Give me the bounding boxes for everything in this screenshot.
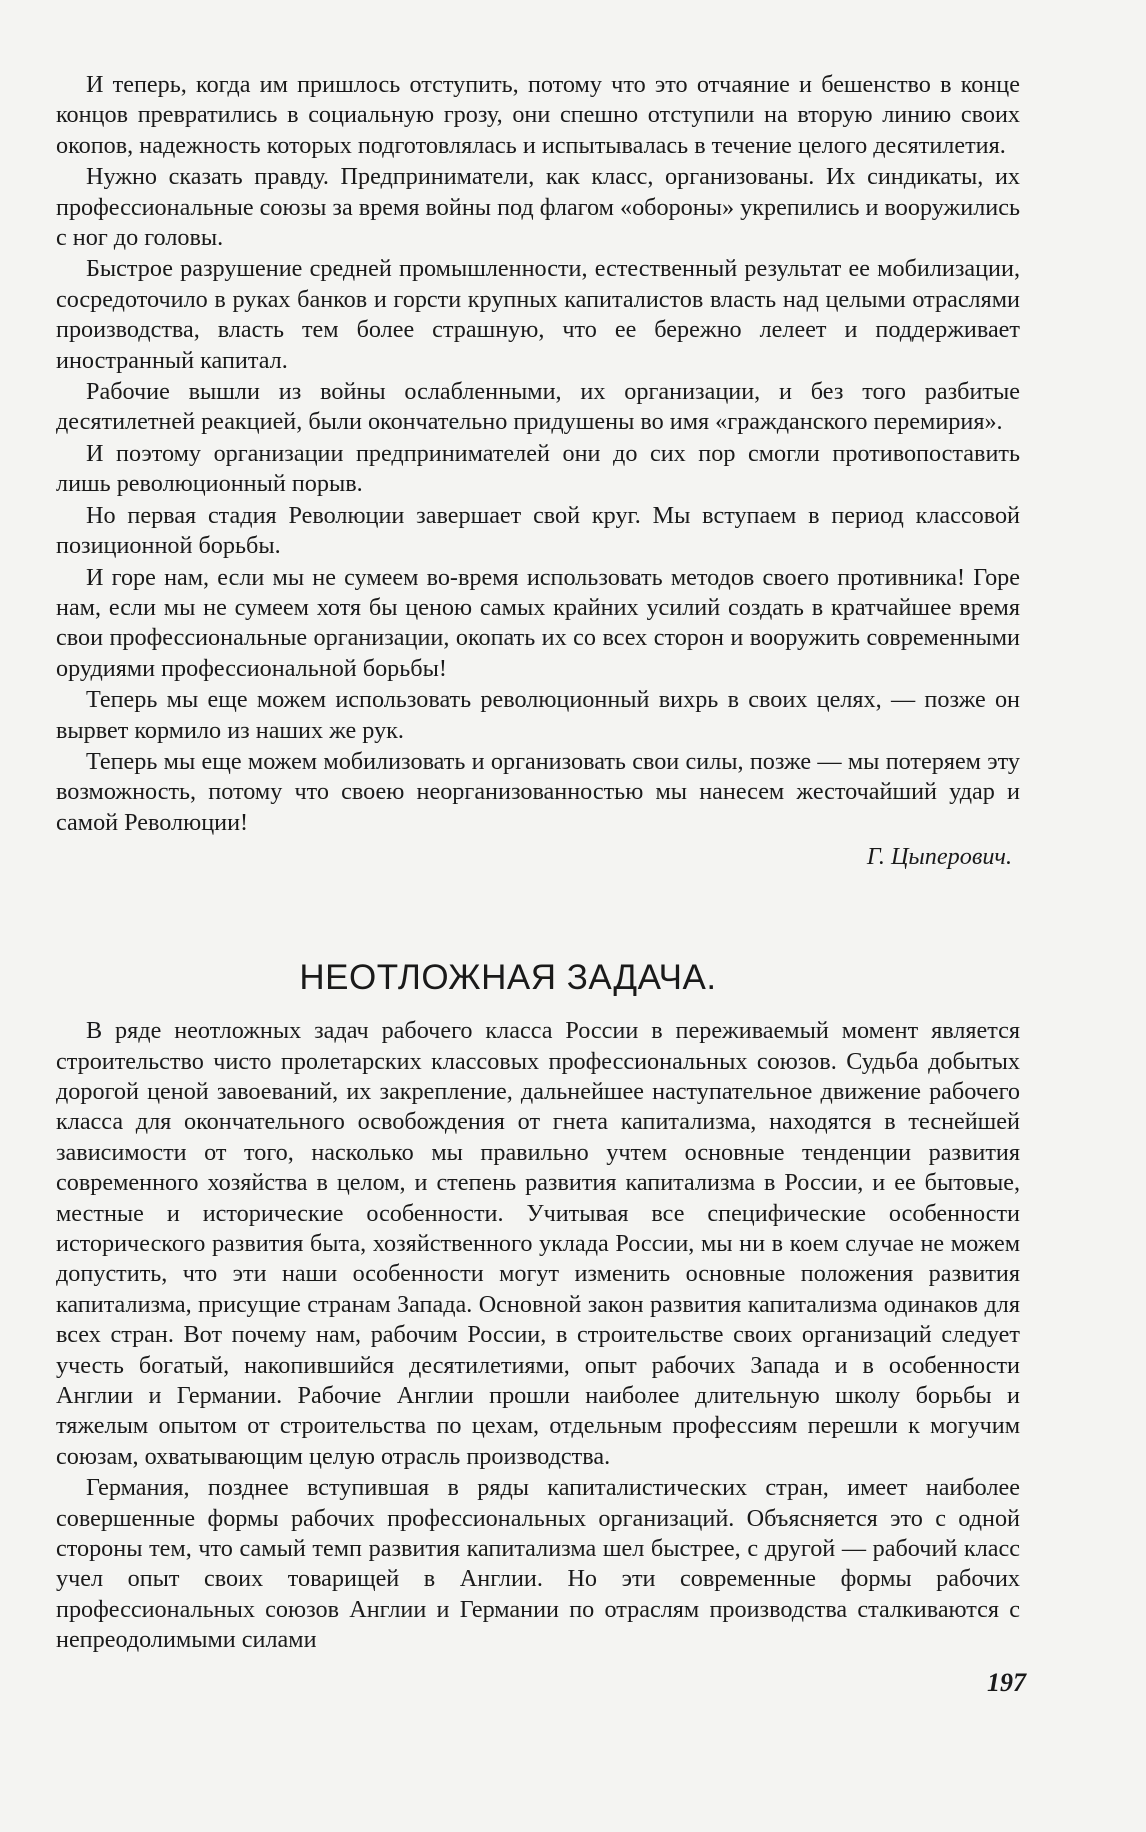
paragraph: Рабочие вышли из войны ослабленными, их организации, и без того разбитые десятилетней реакцией, были окончательно придушены во имя «гражданского перемирия». (56, 378, 1020, 436)
page-number: 197 (987, 1668, 1026, 1697)
paragraph: И теперь, когда им пришлось отступить, потому что это отчаяние и бешенство в конце концов превратились в социальную грозу, они спешно отступили на вторую линию своих окопов, надежность которых подготовлялась и испытывалась в течение целого десятилетия. (56, 71, 1020, 159)
author-signature: Г. Цыперович. (866, 843, 1012, 871)
page-content (56, 70, 1020, 1656)
paragraph: И горе нам, если мы не сумеем во-время использовать методов своего противника! Горе нам, если мы не сумеем хотя бы ценою самых крайних усилий создать в кратчайшее время свои профессиональные организации, окопать их со всех сторон и вооружить современными орудиями профессиональной борьбы! (56, 563, 1020, 682)
paragraph: И поэтому организации предпринимателей они до сих пор смогли противопоставить лишь революционный порыв. (56, 439, 1020, 498)
paragraph: Но первая стадия Революции завершает свой круг. Мы вступаем в период классовой позиционной борьбы. (56, 501, 1020, 560)
paragraph: Быстрое разрушение средней промышленности, естественный результат ее мобилизации, сосредоточило в руках банков и горсти крупных капиталистов власть над целыми отраслями производства, власть тем более страшную, что ее бережно лелеет и поддерживает иностранный капитал. (56, 255, 1020, 374)
paragraph: В ряде неотложных задач рабочего класса России в переживаемый момент является строительство чисто пролетарских классовых профессиональных союзов. Судьба добытых дорогой ценой завоеваний, их закрепление, дальнейшее наступательное движение рабочего класса для окончательного освобождения от гнета капитализма, находятся в теснейшей зависимости от того, насколько мы правильно учтем основные тенденции развития современного хозяйства в целом, и степень развития капитализма в России, и ее бытовые, местные и исторические особенности. Учитывая все специфические особенности исторического развития быта, хозяйственного уклада России, мы ни в коем случае не можем допустить, что эти наши особенности могут изменить основные положения развития капитализма, присущие странам Запада. Основной закон развития капитализма одинаков для всех стран. Вот почему нам, рабочим России, в строительстве своих организаций следует учесть богатый, накопившийся десятилетиями, опыт рабочих Запада и в особенности Англии и Германии. Рабочие Англии прошли наиболее длительную школу борьбы и тяжелым опытом от строительства по цехам, отдельным профессиям перешли к могучим союзам, охватывающим целую отрасль производства. (56, 1017, 1020, 1470)
article-previous-ending (56, 70, 1020, 872)
article-title: НЕОТЛОЖНАЯ ЗАДАЧА. (299, 958, 717, 998)
paragraph: Теперь мы еще можем использовать революционный вихрь в своих целях, — позже он вырвет кормило из наших же рук. (56, 686, 1020, 744)
paragraph: Нужно сказать правду. Предприниматели, как класс, организованы. Их синдикаты, их профессиональные союзы за время войны под флагом «обороны» укрепились и вооружились с ног до головы. (56, 163, 1020, 252)
paragraph: Теперь мы еще можем мобилизовать и организовать свои силы, позже — мы потеряем эту возможность, потому что своею неорганизованностью мы нанесем жесточайший удар и самой Революции! (56, 747, 1020, 836)
paragraph: Германия, позднее вступившая в ряды капиталистических стран, имеет наиболее совершенные формы рабочих профессиональных организаций. Объясняется это с одной стороны тем, что самый темп развития капитализма шел быстрее, с другой — рабочий класс учел опыт своих товарищей в Англии. Но эти современные формы рабочих профессиональных союзов Англии и Германии по отраслям производства сталкиваются с непреодолимыми силами (56, 1474, 1020, 1654)
article-urgent-task (56, 958, 1020, 1656)
